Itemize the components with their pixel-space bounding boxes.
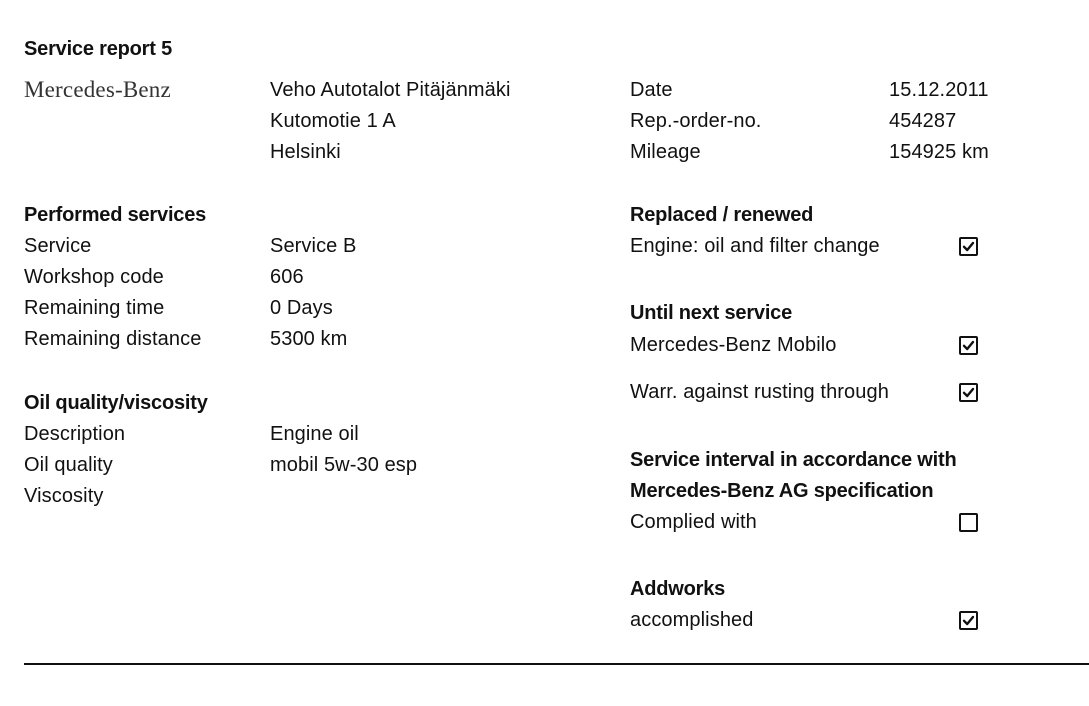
oil-label-quality: Oil quality: [24, 454, 113, 476]
performed-label-workshop: Workshop code: [24, 266, 164, 288]
oil-value-description: Engine oil: [270, 423, 359, 445]
performed-value-workshop: 606: [270, 266, 304, 288]
performed-value-service: Service B: [270, 235, 357, 257]
oil-label-description: Description: [24, 423, 126, 445]
brand-logo: Mercedes-Benz: [24, 77, 171, 102]
oil-label-viscosity: Viscosity: [24, 485, 104, 507]
checkmark-icon: [962, 240, 975, 253]
performed-label-service: Service: [24, 235, 92, 257]
order-value: 454287: [889, 110, 957, 132]
mileage-label: Mileage: [630, 141, 701, 163]
addworks-accomplished-checkbox[interactable]: [959, 611, 978, 630]
next-service-heading: Until next service: [630, 302, 793, 324]
date-label: Date: [630, 79, 673, 101]
oil-heading: Oil quality/viscosity: [24, 392, 208, 414]
performed-label-time: Remaining time: [24, 297, 165, 319]
performed-value-time: 0 Days: [270, 297, 333, 319]
next-service-rust-label: Warr. against rusting through: [630, 381, 889, 403]
addworks-accomplished-label: accomplished: [630, 609, 754, 631]
performed-heading: Performed services: [24, 204, 207, 226]
report-title: Service report 5: [24, 38, 172, 60]
dealer-name: Veho Autotalot Pitäjänmäki: [270, 79, 511, 101]
dealer-city: Helsinki: [270, 141, 341, 163]
replaced-heading: Replaced / renewed: [630, 204, 814, 226]
date-value: 15.12.2011: [889, 79, 989, 101]
next-service-rust-checkbox[interactable]: [959, 383, 978, 402]
next-service-mobilo-label: Mercedes-Benz Mobilo: [630, 334, 837, 356]
mileage-value: 154925 km: [889, 141, 989, 163]
checkmark-icon: [962, 614, 975, 627]
replaced-item-label: Engine: oil and filter change: [630, 235, 880, 257]
performed-value-distance: 5300 km: [270, 328, 348, 350]
checkmark-icon: [962, 386, 975, 399]
addworks-heading: Addworks: [630, 578, 726, 600]
oil-value-quality: mobil 5w-30 esp: [270, 454, 418, 476]
dealer-street: Kutomotie 1 A: [270, 110, 396, 132]
interval-heading-line1: Service interval in accordance with: [630, 449, 957, 471]
checkmark-icon: [962, 339, 975, 352]
interval-heading-line2: Mercedes-Benz AG specification: [630, 480, 934, 502]
interval-complied-label: Complied with: [630, 511, 757, 533]
order-label: Rep.-order-no.: [630, 110, 762, 132]
interval-complied-checkbox[interactable]: [959, 513, 978, 532]
next-service-mobilo-checkbox[interactable]: [959, 336, 978, 355]
footer-divider: [24, 663, 1089, 665]
performed-label-distance: Remaining distance: [24, 328, 202, 350]
replaced-item-checkbox[interactable]: [959, 237, 978, 256]
